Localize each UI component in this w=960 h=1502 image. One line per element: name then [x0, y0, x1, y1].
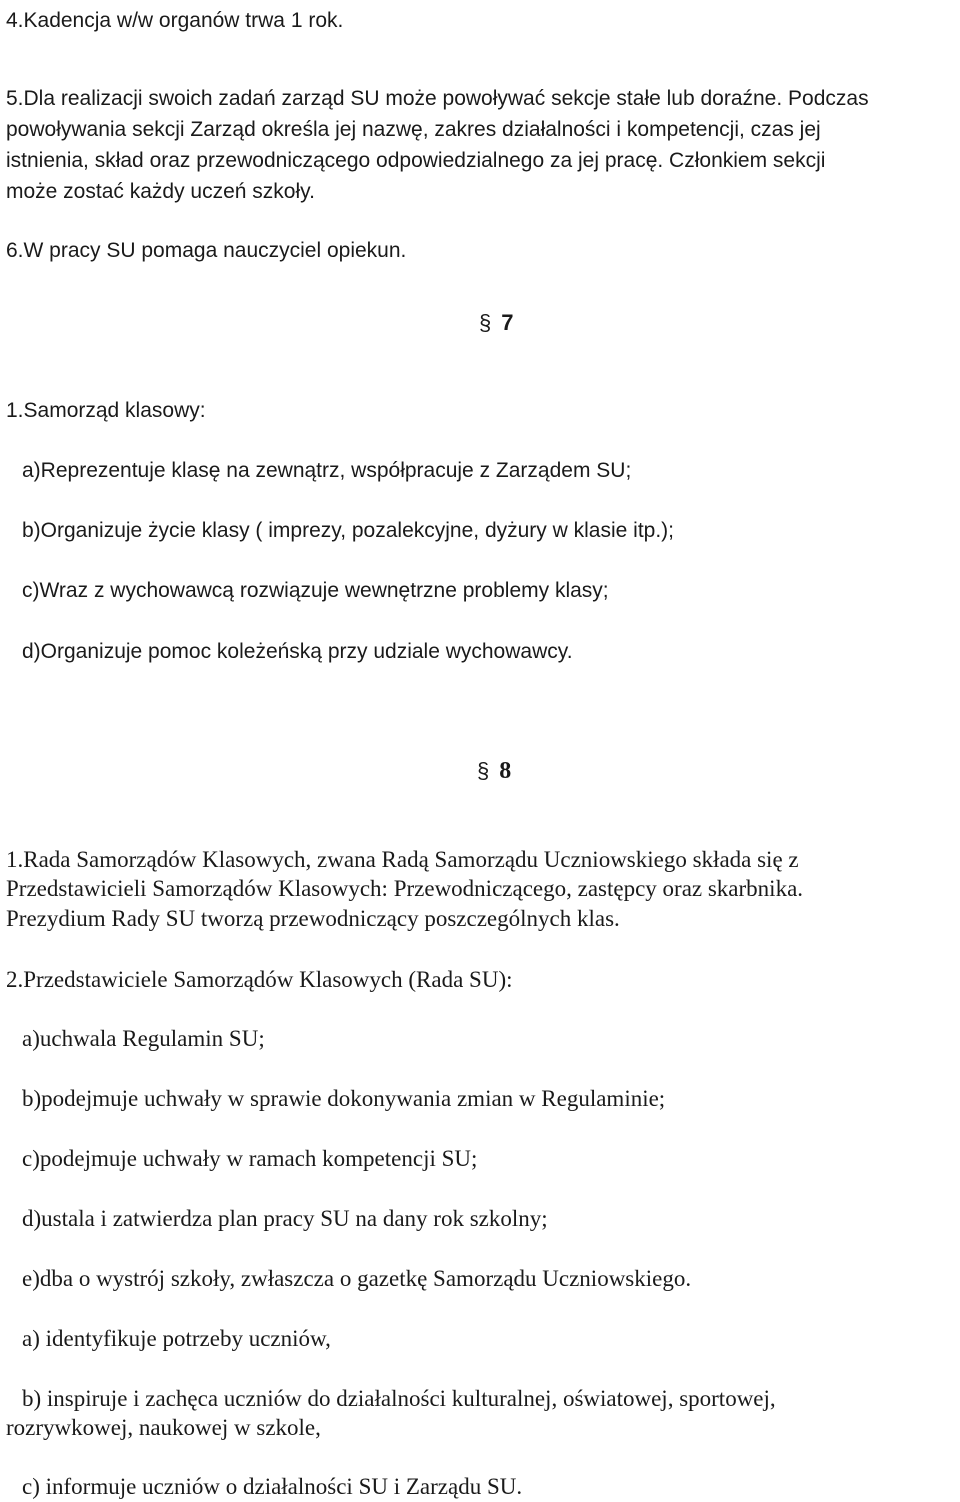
list-item: a)Reprezentuje klasę na zewnątrz, współpracuje z Zarządem SU; [22, 459, 632, 482]
section-8-para-2-heading: 2.Przedstawiciele Samorządów Klasowych (Rada SU): [6, 967, 513, 992]
section-8-para-1-line-1: 1.Rada Samorządów Klasowych, zwana Radą Samorządu Uczniowskiego składa się z [6, 847, 799, 872]
section-7-subheading: 1.Samorząd klasowy: [6, 399, 206, 422]
section-8-heading [477, 756, 511, 786]
list-item: c)Wraz z wychowawcą rozwiązuje wewnętrzne problemy klasy; [22, 579, 609, 602]
list-item: e)dba o wystrój szkoły, zwłaszcza o gazetkę Samorządu Uczniowskiego. [22, 1266, 692, 1291]
section-8-para-1-line-2: Przedstawicieli Samorządów Klasowych: Przewodniczącego, zastępcy oraz skarbnika. [6, 876, 804, 901]
section-number: 7 [501, 310, 514, 335]
list-item: a)uchwala Regulamin SU; [22, 1026, 265, 1051]
section-symbol: § [477, 758, 490, 783]
section-7-heading [479, 308, 514, 338]
paragraph-5-line-3: istnienia, skład oraz przewodniczącego odpowiedzialnego za jej pracę. Członkiem sekcji [6, 149, 826, 172]
list-item-b-line-1: b) inspiruje i zachęca uczniów do działalności kulturalnej, oświatowej, sportowej, [22, 1386, 776, 1411]
paragraph-4: 4.Kadencja w/w organów trwa 1 rok. [6, 9, 344, 32]
list-item: b)podejmuje uchwały w sprawie dokonywania zmian w Regulaminie; [22, 1086, 666, 1111]
list-item-b-line-2: rozrywkowej, naukowej w szkole, [6, 1415, 321, 1440]
paragraph-5-line-2: powoływania sekcji Zarząd określa jej nazwę, zakres działalności i kompetencji, czas jej [6, 118, 821, 141]
paragraph-6: 6.W pracy SU pomaga nauczyciel opiekun. [6, 239, 407, 262]
list-item: d)ustala i zatwierdza plan pracy SU na dany rok szkolny; [22, 1206, 548, 1231]
list-item: b)Organizuje życie klasy ( imprezy, pozalekcyjne, dyżury w klasie itp.); [22, 519, 674, 542]
list-item: d)Organizuje pomoc koleżeńską przy udziale wychowawcy. [22, 640, 573, 663]
paragraph-5-line-1: 5.Dla realizacji swoich zadań zarząd SU może powoływać sekcje stałe lub doraźne. Podczas [6, 87, 869, 110]
section-symbol: § [479, 310, 492, 335]
paragraph-5-line-4: może zostać każdy uczeń szkoły. [6, 180, 315, 203]
section-8-para-1-line-3: Prezydium Rady SU tworzą przewodniczący poszczególnych klas. [6, 906, 620, 931]
list-item: a) identyfikuje potrzeby uczniów, [22, 1326, 331, 1351]
list-item: c) informuje uczniów o działalności SU i Zarządu SU. [22, 1474, 523, 1499]
section-number: 8 [499, 758, 512, 784]
list-item: c)podejmuje uchwały w ramach kompetencji SU; [22, 1146, 478, 1171]
